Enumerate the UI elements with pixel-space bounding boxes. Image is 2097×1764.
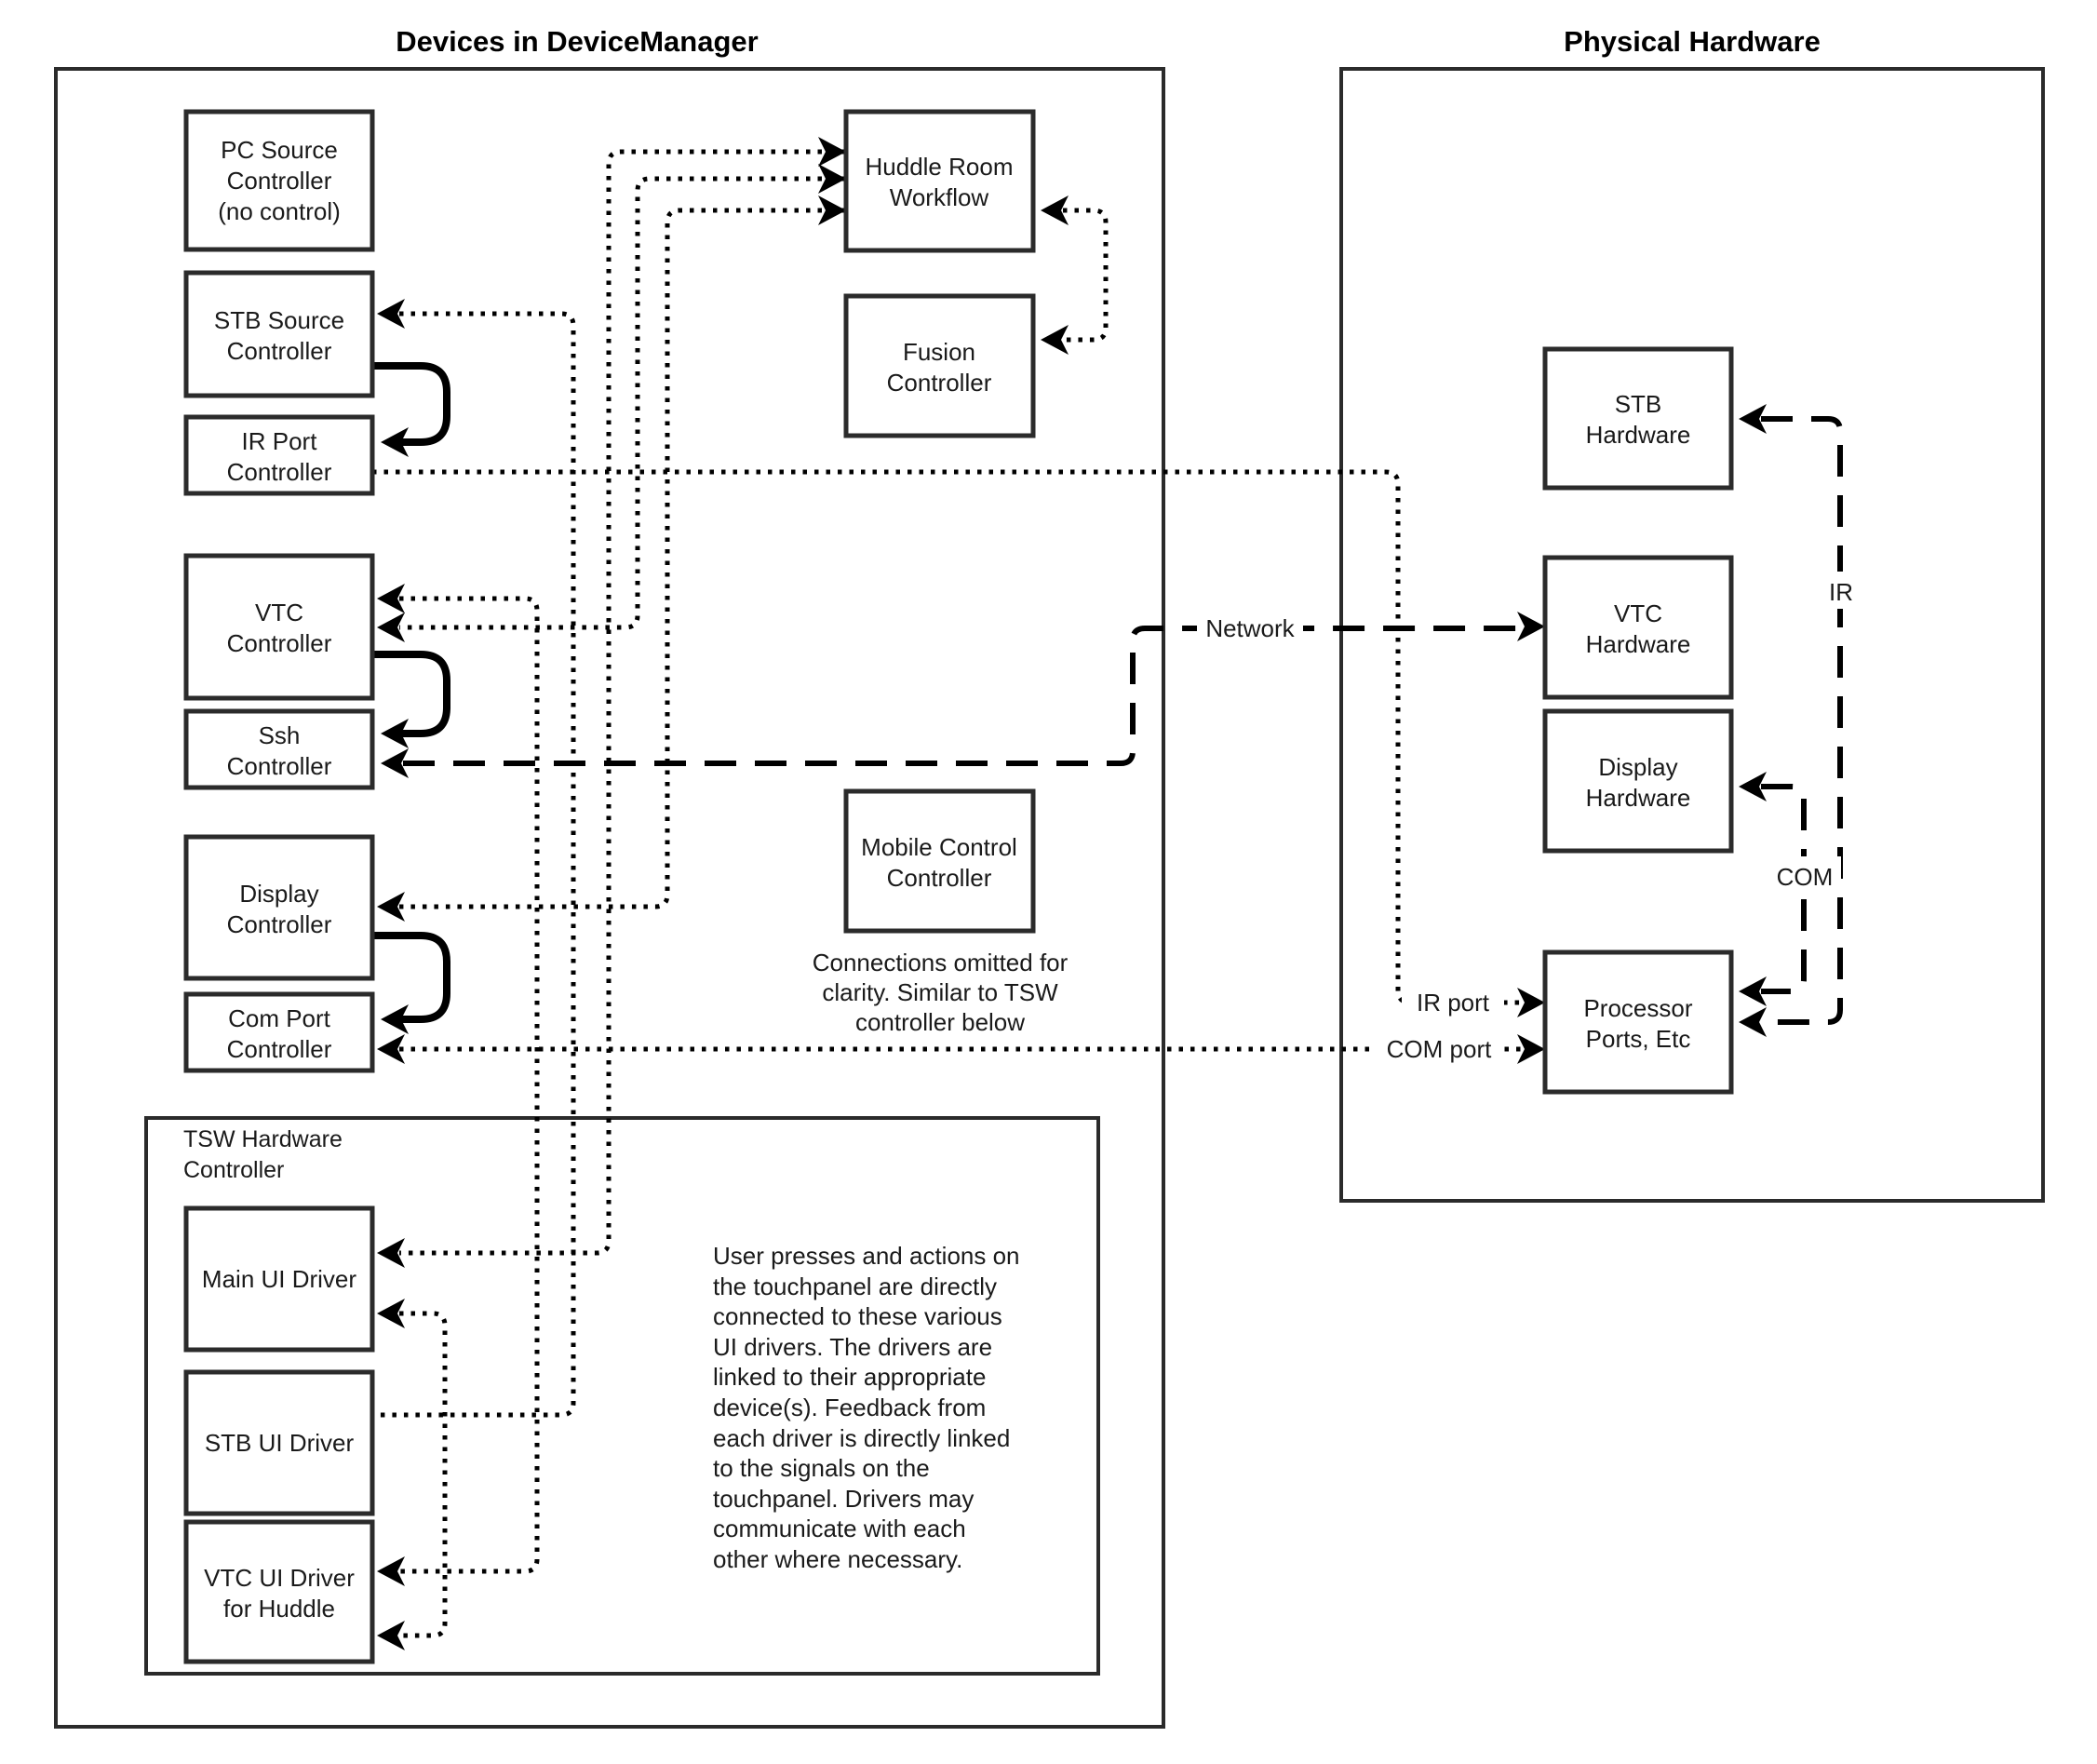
edge-display-to-com-port-controller: [372, 936, 447, 1019]
edge-label-ir: [1821, 572, 1862, 609]
edge-main-ui-driver-huddle-room-workflow: [399, 152, 868, 1253]
box-mobile-control-controller: [846, 791, 1033, 931]
edge-network-ssh-controller-vtc-hardware: [403, 628, 1523, 763]
box-ssh-controller: [186, 711, 372, 788]
ir-port-line1: IR Port: [241, 427, 317, 455]
box-fusion-controller: [846, 296, 1033, 436]
arrow-into-vtc-ui-driver-2: [377, 1621, 405, 1650]
display-line2: Controller: [226, 910, 332, 938]
tsw-note-paragraph: [713, 1242, 1020, 1573]
arrow-into-processor-ir-port: [1517, 988, 1545, 1017]
tsw-label-line2: Controller: [183, 1157, 285, 1183]
tsw-note-line2: the touchpanel are directly: [713, 1273, 997, 1300]
com-label: COM: [1776, 863, 1834, 891]
display-line1: Display: [239, 880, 319, 908]
arrow-into-fusion-right: [1041, 325, 1069, 355]
network-label: Network: [1205, 614, 1295, 642]
stb-hw-line1: STB: [1614, 390, 1662, 418]
mobile-line2: Controller: [886, 864, 992, 892]
edge-huddle-room-workflow-fusion-controller: [1063, 210, 1106, 340]
ir-label: IR: [1829, 578, 1853, 606]
box-vtc-ui-driver: [186, 1522, 372, 1662]
processor-line1: Processor: [1583, 994, 1693, 1022]
arrow-into-vtc-hardware: [1517, 612, 1545, 641]
edge-label-ir-port: [1402, 985, 1504, 1019]
huddle-line1: Huddle Room: [865, 153, 1014, 181]
vtc-line1: VTC: [255, 599, 303, 626]
fusion-line2: Controller: [886, 369, 992, 397]
mobile-line1: Mobile Control: [861, 833, 1017, 861]
tsw-container-label: [183, 1126, 343, 1183]
mobile-note-line1: Connections omitted for: [812, 949, 1069, 976]
box-ir-port-controller: [186, 417, 372, 493]
vtc-ui-line2: for Huddle: [223, 1595, 335, 1623]
display-hw-line2: Hardware: [1585, 784, 1691, 812]
com-port-line1: Com Port: [228, 1004, 330, 1032]
com-port-line2: Controller: [226, 1035, 332, 1063]
device-manager-title: Devices in DeviceManager: [396, 25, 759, 58]
arrow-into-processor-ir-right: [1739, 1007, 1767, 1037]
tsw-note-line6: device(s). Feedback from: [713, 1394, 987, 1421]
edge-vtc-controller-vtc-ui-driver: [399, 599, 537, 1571]
tsw-note-line3: connected to these various: [713, 1302, 1002, 1330]
stb-ui-line1: STB UI Driver: [204, 1429, 355, 1457]
vtc-ui-line1: VTC UI Driver: [204, 1564, 355, 1592]
ssh-line2: Controller: [226, 752, 332, 780]
tsw-note-line1: User presses and actions on: [713, 1242, 1020, 1270]
tsw-note-line5: linked to their appropriate: [713, 1363, 987, 1391]
vtc-hw-line2: Hardware: [1585, 630, 1691, 658]
box-pc-source-controller: [186, 112, 372, 249]
edge-stb-ui-driver-to-stb-source-controller: [372, 314, 573, 1415]
ir-port-label: IR port: [1416, 989, 1490, 1017]
physical-hardware-title: Physical Hardware: [1564, 25, 1821, 58]
ir-port-line2: Controller: [226, 458, 332, 486]
box-vtc-hardware: [1545, 558, 1731, 697]
mobile-note-line2: clarity. Similar to TSW: [822, 978, 1058, 1006]
com-port-label: COM port: [1386, 1035, 1492, 1063]
box-com-port-controller: [186, 994, 372, 1071]
edge-label-com: [1768, 856, 1841, 894]
tsw-note-line8: to the signals on the: [713, 1454, 930, 1482]
edge-main-ui-driver-vtc-ui-driver: [399, 1313, 445, 1636]
arrow-into-huddle-2: [818, 164, 846, 194]
edge-label-network: [1197, 611, 1303, 644]
arrow-into-huddle-3: [818, 195, 846, 225]
arrow-into-processor-com-port: [1517, 1034, 1545, 1064]
display-hw-line1: Display: [1598, 753, 1678, 781]
main-ui-line1: Main UI Driver: [201, 1265, 357, 1293]
tsw-note-line7: each driver is directly linked: [713, 1424, 1011, 1452]
box-processor-ports: [1545, 952, 1731, 1092]
edge-ir-stb-hardware-processor: [1761, 419, 1840, 1022]
edge-stb-source-to-ir-port-controller: [372, 366, 447, 442]
huddle-line2: Workflow: [889, 183, 989, 211]
tsw-label-line1: TSW Hardware: [183, 1126, 343, 1152]
box-main-ui-driver: [186, 1208, 372, 1350]
mobile-note: [813, 949, 1069, 1036]
arrow-into-huddle-1: [818, 137, 846, 167]
stb-source-line1: STB Source: [213, 306, 345, 334]
box-stb-ui-driver: [186, 1372, 372, 1514]
tsw-note-line11: other where necessary.: [713, 1545, 963, 1573]
stb-source-line2: Controller: [226, 337, 332, 365]
box-stb-hardware: [1545, 349, 1731, 488]
fusion-line1: Fusion: [902, 338, 976, 366]
box-vtc-controller: [186, 556, 372, 698]
box-display-controller: [186, 837, 372, 978]
pc-source-line3: (no control): [218, 197, 341, 225]
vtc-hw-line1: VTC: [1614, 599, 1662, 627]
tsw-note-line9: touchpanel. Drivers may: [713, 1485, 975, 1513]
tsw-note-line10: communicate with each: [713, 1515, 966, 1542]
pc-source-line2: Controller: [226, 167, 332, 195]
mobile-note-line3: controller below: [854, 1008, 1026, 1036]
stb-hw-line2: Hardware: [1585, 421, 1691, 449]
processor-line2: Ports, Etc: [1585, 1025, 1691, 1053]
pc-source-line1: PC Source: [221, 136, 338, 164]
edge-vtc-to-ssh-controller: [372, 654, 447, 734]
ssh-line1: Ssh: [258, 721, 301, 749]
tsw-note-line4: UI drivers. The drivers are: [713, 1333, 993, 1361]
arrow-into-vtc-controller-2: [377, 613, 405, 642]
box-stb-source-controller: [186, 273, 372, 396]
edge-label-com-port: [1374, 1031, 1504, 1066]
edge-vtc-controller-huddle-room-workflow: [399, 179, 868, 627]
box-display-hardware: [1545, 711, 1731, 851]
box-huddle-room-workflow: [846, 112, 1033, 250]
vtc-line2: Controller: [226, 629, 332, 657]
